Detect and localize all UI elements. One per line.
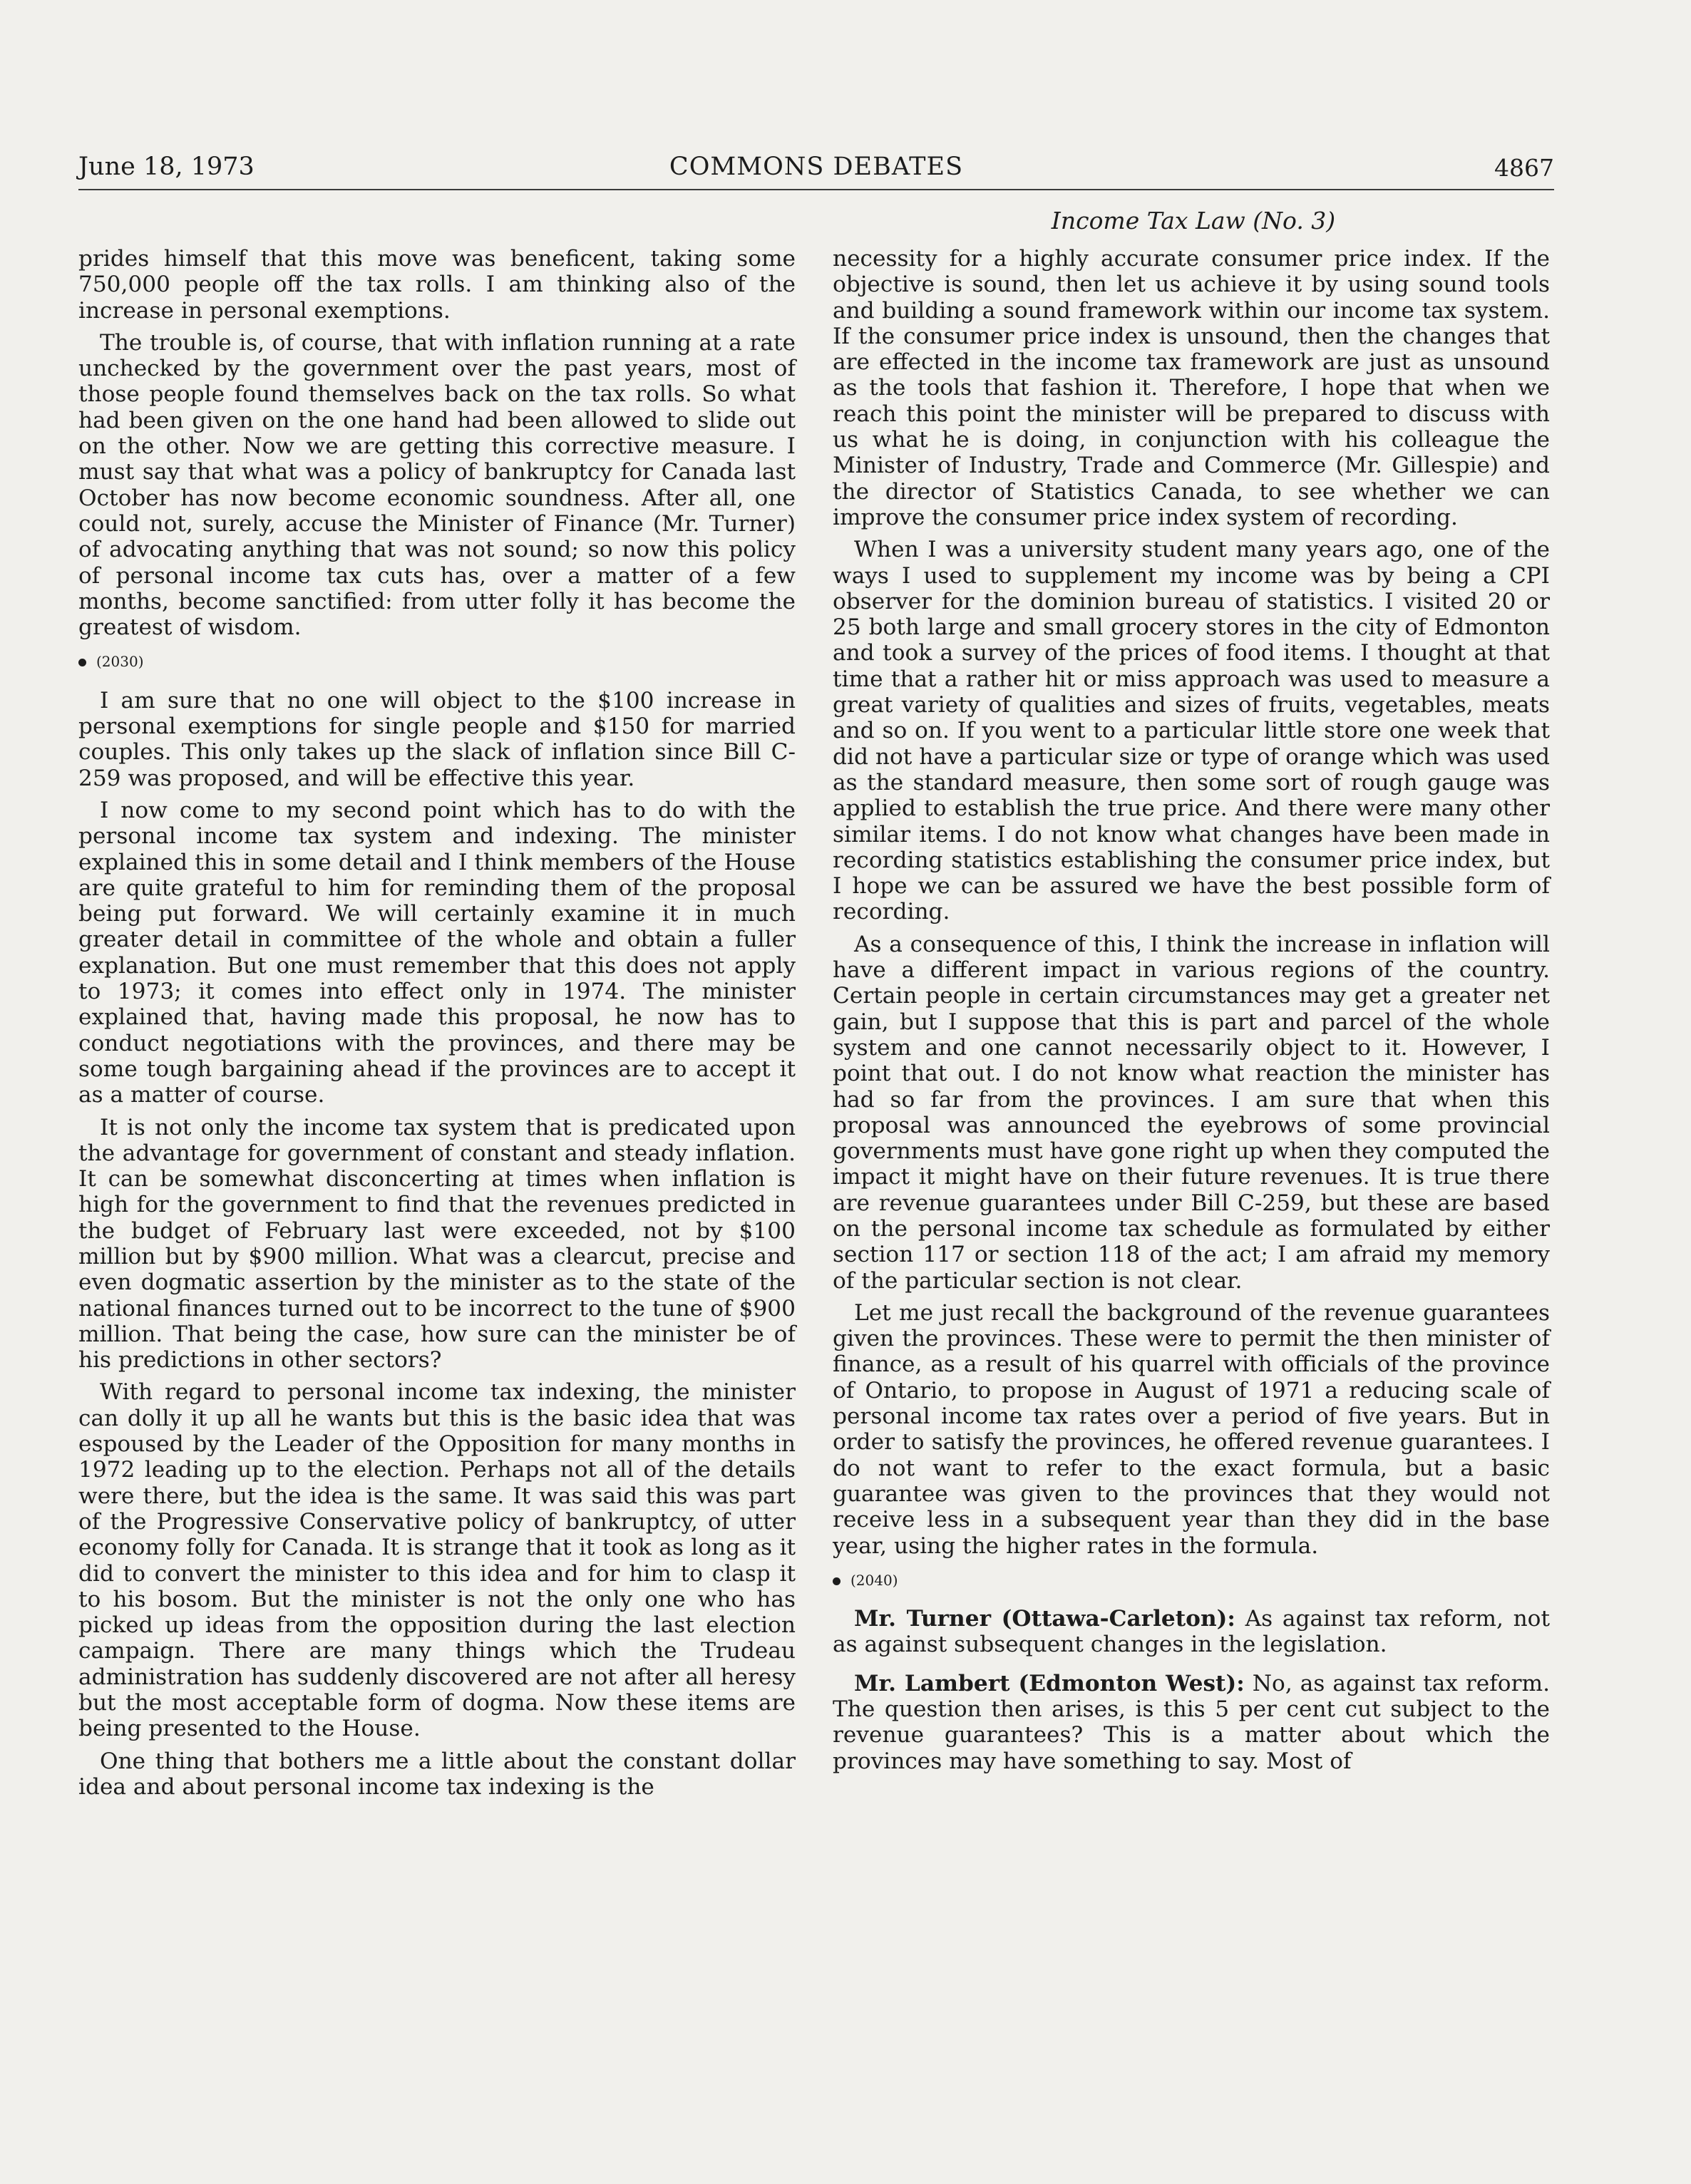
paragraph: As a consequence of this, I think the increase in inflation will have a different impact in various regions of the country. Certain people in certain circumstances may get a greater net gain, but I suppose that this is part and parcel of the whole system and one cannot necessarily object to it. However, I point that out. I do not know what reaction the minister has had so far from the provinces. I am sure that when this proposal was announced the eyebrows of some provincial governments must have gone right up when they computed the impact it might have on their future revenues. It is true there are revenue guarantees under Bill C-259, but these are based on the personal income tax schedule as formulated by either section 117 or section 118 of the act; I am afraid my memory of the particular section is not clear. bbox=[833, 931, 1550, 1294]
speech-text: As against tax reform, not as against subsequent changes in the legislation. bbox=[833, 1606, 1550, 1658]
right-column bbox=[833, 246, 1550, 1781]
paragraph: One thing that bothers me a little about the constant dollar idea and about personal income tax indexing is the bbox=[78, 1748, 796, 1800]
time-marker bbox=[833, 1567, 1550, 1593]
header-rule bbox=[78, 189, 1554, 190]
time-marker-label: (2030) bbox=[96, 653, 144, 671]
speaker-name: Mr. Lambert (Edmonton West): bbox=[854, 1670, 1245, 1696]
paragraph: With regard to personal income tax indexing, the minister can dolly it up all he wants but this is the basic idea that was espoused by the Leader of the Opposition for many months in 1972 leading up to the election. Perhaps not all of the details were there, but the idea is the same. It was said this was part of the Progressive Conservative policy of bankruptcy, of utter economy folly for Canada. It is strange that it took as long as it did to convert the minister to this idea and for him to clasp it to his bosom. But the minister is not the only one who has picked up ideas from the opposition during the last election campaign. There are many things which the Trudeau administration has suddenly discovered are not after all heresy but the most acceptable form of dogma. Now these items are being presented to the House. bbox=[78, 1379, 796, 1742]
page-number: 4867 bbox=[1494, 154, 1554, 182]
time-marker-label: (2040) bbox=[850, 1571, 898, 1589]
time-marker bbox=[78, 649, 796, 674]
paragraph: prides himself that this move was beneficent, taking some 750,000 people off the tax rolls. I am thinking also of the increase in personal exemptions. bbox=[78, 246, 796, 324]
paragraph: Let me just recall the background of the revenue guarantees given the provinces. These were to permit the then minister of finance, as a result of his quarrel with officials of the province of Ontario, to propose in August of 1971 a reducing scale of personal income tax rates over a period of five years. But in order to satisfy the provinces, he offered revenue guarantees. I do not want to refer to the exact formula, but a basic guarantee was given to the provinces that they would not receive less in a subsequent year than they did in the base year, using the higher rates in the formula. bbox=[833, 1299, 1550, 1559]
speech-paragraph bbox=[833, 1606, 1550, 1658]
speech-paragraph bbox=[833, 1671, 1550, 1774]
paragraph: It is not only the income tax system that is predicated upon the advantage for government of constant and steady inflation. It can be somewhat disconcerting at times when inflation is high for the government to find that the revenues predicted in the budget of February last were exceeded, not by $100 million but by $900 million. What was a clearcut, precise and even dogmatic assertion by the minister as to the state of the national finances turned out to be incorrect to the tune of $900 million. That being the case, how sure can the minister be of his predictions in other sectors? bbox=[78, 1114, 796, 1374]
bullet-icon bbox=[833, 1577, 841, 1585]
speech-text: No, as against tax reform. The question then arises, is this 5 per cent cut subject to the revenue guarantees? This is a matter about which the provinces may have something to say. Most of bbox=[833, 1670, 1550, 1774]
paragraph: I now come to my second point which has to do with the personal income tax system and indexing. The minister explained this in some detail and I think members of the House are quite grateful to him for reminding them of the proposal being put forward. We will certainly examine it in much greater detail in committee of the whole and obtain a fuller explanation. But one must remember that this does not apply to 1973; it comes into effect only in 1974. The minister explained that, having made this proposal, he now has to conduct negotiations with the provinces, and there may be some tough bargaining ahead if the provinces are to accept it as a matter of course. bbox=[78, 797, 796, 1108]
paragraph: When I was a university student many years ago, one of the ways I used to supplement my income was by being a CPI observer for the dominion bureau of statistics. I visited 20 or 25 both large and small grocery stores in the city of Edmonton and took a survey of the prices of food items. I thought at that time that a rather hit or miss approach was used to measure a great variety of qualities and sizes of fruits, vegetables, meats and so on. If you went to a particular little store one week that did not have a particular size or type of orange which was used as the standard measure, then some sort of rough gauge was applied to establish the true price. And there were many other similar items. I do not know what changes have been made in recording statistics establishing the consumer price index, but I hope we can be assured we have the best possible form of recording. bbox=[833, 537, 1550, 925]
paragraph: necessity for a highly accurate consumer price index. If the objective is sound, then let us achieve it by using sound tools and building a sound framework within our income tax system. If the consumer price index is unsound, then the changes that are effected in the income tax framework are just as unsound as the tools that fashion it. Therefore, I hope that when we reach this point the minister will be prepared to discuss with us what he is doing, in conjunction with his colleague the Minister of Industry, Trade and Commerce (Mr. Gillespie) and the director of Statistics Canada, to see whether we can improve the consumer price index system of recording. bbox=[833, 246, 1550, 530]
header-date: June 18, 1973 bbox=[78, 153, 255, 181]
header-title: COMMONS DEBATES bbox=[669, 153, 964, 181]
paragraph: I am sure that no one will object to the $100 increase in personal exemptions for single people and $150 for married couples. This only takes up the slack of inflation since Bill C-259 was proposed, and will be effective this year. bbox=[78, 687, 796, 791]
paragraph: The trouble is, of course, that with inflation running at a rate unchecked by the government over the past years, most of those people found themselves back on the tax rolls. So what had been given on the one hand had been allowed to slide out on the other. Now we are getting this corrective measure. I must say that what was a policy of bankruptcy for Canada last October has now become economic soundness. After all, one could not, surely, accuse the Minister of Finance (Mr. Turner) of advocating anything that was not sound; so now this policy of personal income tax cuts has, over a matter of a few months, become sanctified: from utter folly it has become the greatest of wisdom. bbox=[78, 329, 796, 641]
left-column bbox=[78, 246, 796, 1806]
section-subheading: Income Tax Law (No. 3) bbox=[1051, 207, 1336, 235]
page-header bbox=[78, 153, 1554, 188]
bullet-icon bbox=[78, 659, 86, 666]
speaker-name: Mr. Turner (Ottawa-Carleton): bbox=[854, 1606, 1235, 1632]
